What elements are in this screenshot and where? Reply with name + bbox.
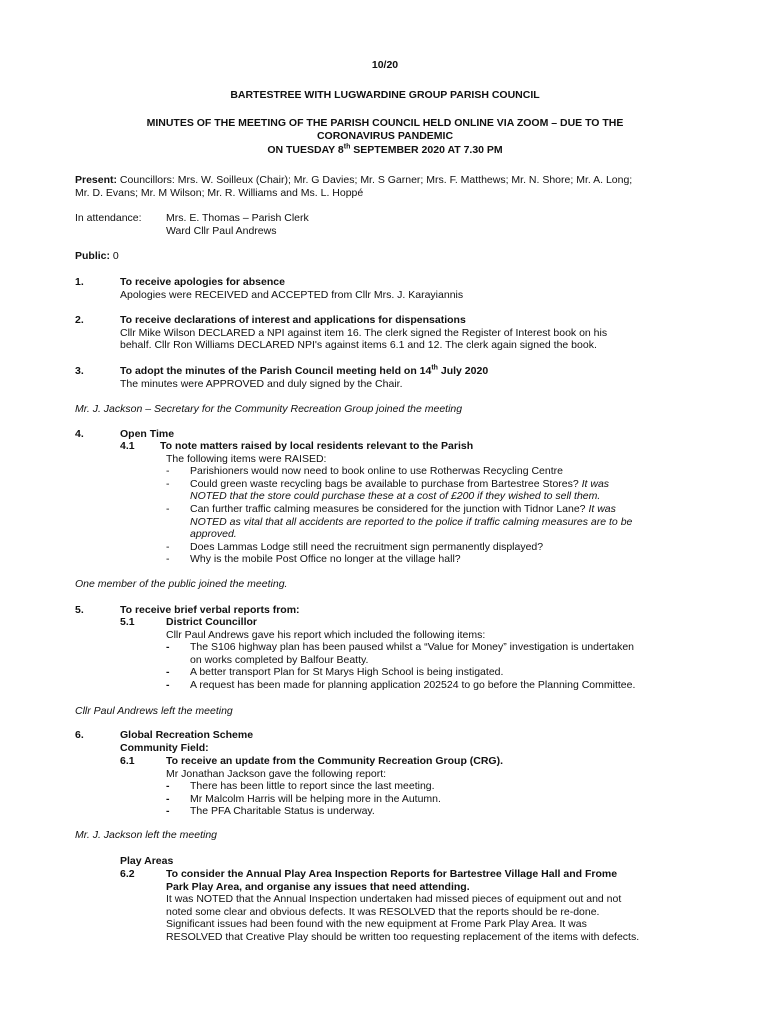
note-andrews-left: Cllr Paul Andrews left the meeting xyxy=(75,705,233,717)
minutes-title-line2: CORONAVIRUS PANDEMIC xyxy=(316,130,454,142)
meeting-date: ON TUESDAY 8th SEPTEMBER 2020 AT 7.30 PM xyxy=(267,143,503,156)
item-3: To adopt the minutes of the Parish Council meeting held on 14th July 2020 The minutes were APPROVED and duly signed by the Chair. xyxy=(120,364,489,390)
item-6-title: Global Recreation Scheme xyxy=(120,729,254,741)
item-6-subtitle: Community Field: xyxy=(120,742,209,754)
attendance-label: In attendance: xyxy=(75,212,142,224)
item-4-1: To note matters raised by local residents relevant to the Parish The following items were RAISED: - Parishioners would now need to book online to use Rotherwas Recycling Centre - Could green waste recycling bags be available to purchase from Bartestree Stores? It was NOTED that the store could purchase these at a cost of £200 if they wished to sell them. - Can further traffic calming measures be considered for the junction with Tidnor Lane? It was NOTED as vital that all accidents are reported to the police if traffic calming measures are to be approved. - Does Lammas Lodge still need the recruitment sign permanently displayed? - Why is the mobile Post Office no longer at the village hall? xyxy=(160,440,633,566)
present-section: Present: Councillors: Mrs. W. Soilleux (Chair); Mr. G Davies; Mr. S Garner; Mrs. F. Matthews; Mr. N. Shore; Mr. A. Long; Mr. D. Evans; Mr. M Wilson; Mr. R. Williams and Ms. L. Hoppé xyxy=(75,174,633,199)
council-name: BARTESTREE WITH LUGWARDINE GROUP PARISH COUNCIL xyxy=(230,89,540,101)
item-5-1-number: 5.1 xyxy=(120,616,135,628)
item-number-6: 6. xyxy=(75,729,84,741)
item-number-1: 1. xyxy=(75,276,84,288)
item-number-5: 5. xyxy=(75,604,84,616)
item-6-1: To receive an update from the Community Recreation Group (CRG). Mr Jonathan Jackson gave the following report: - There has been little to report since the last meeting. - Mr Malcolm Harris will be helping more in the Autumn. - The PFA Charitable Status is underway. xyxy=(166,755,504,818)
item-4-title: Open Time xyxy=(120,428,175,440)
item-5-1: District Councillor Cllr Paul Andrews gave his report which included the following items: - The S106 highway plan has been paused whilst a “Value for Money” investigation is undertaken on works completed by Balfour Beatty. - A better transport Plan for St Marys High School is being instigated. - A request has been made for planning application 202524 to go before the Planning Committee. xyxy=(166,616,636,691)
document-ref: 10/20 xyxy=(371,59,399,71)
note-jackson-joined: Mr. J. Jackson – Secretary for the Community Recreation Group joined the meeting xyxy=(75,403,463,415)
item-number-4: 4. xyxy=(75,428,84,440)
item-4-1-number: 4.1 xyxy=(120,440,135,452)
item-2: To receive declarations of interest and applications for dispensations Cllr Mike Wilson DECLARED a NPI against item 16. The clerk signed the Register of Interest book on his behalf. Cllr Ron Williams DECLARED NPI's against items 6.1 and 12. The clerk again signed the book. xyxy=(120,314,608,352)
play-areas-heading: Play Areas xyxy=(120,855,174,867)
item-6-2-number: 6.2 xyxy=(120,868,135,880)
item-6-2: To consider the Annual Play Area Inspection Reports for Bartestree Village Hall and Frome Park Play Area, and organise any issues that need attending. It was NOTED that the Annual Inspection undertaken had missed pieces of equipment out and not noted some clear and obvious defects. It was RESOLVED that the reports should be re-done. Significant issues had been found with the new equipment at Frome Park Play Area. It was RESOLVED that Creative Play should be written too requesting replacement of the items with defects. xyxy=(166,868,640,943)
note-jackson-left: Mr. J. Jackson left the meeting xyxy=(75,829,218,841)
item-5-title: To receive brief verbal reports from: xyxy=(120,604,300,616)
attendance-list: Mrs. E. Thomas – Parish Clerk Ward Cllr Paul Andrews xyxy=(166,212,309,237)
minutes-title-line1: MINUTES OF THE MEETING OF THE PARISH COUNCIL HELD ONLINE VIA ZOOM – DUE TO THE xyxy=(146,117,624,129)
item-1: To receive apologies for absence Apologies were RECEIVED and ACCEPTED from Cllr Mrs. J. Karayiannis xyxy=(120,276,464,301)
item-number-2: 2. xyxy=(75,314,84,326)
note-public-joined: One member of the public joined the meeting. xyxy=(75,578,288,590)
item-6-1-number: 6.1 xyxy=(120,755,135,767)
public-count: Public: 0 xyxy=(75,250,119,262)
item-number-3: 3. xyxy=(75,365,84,377)
